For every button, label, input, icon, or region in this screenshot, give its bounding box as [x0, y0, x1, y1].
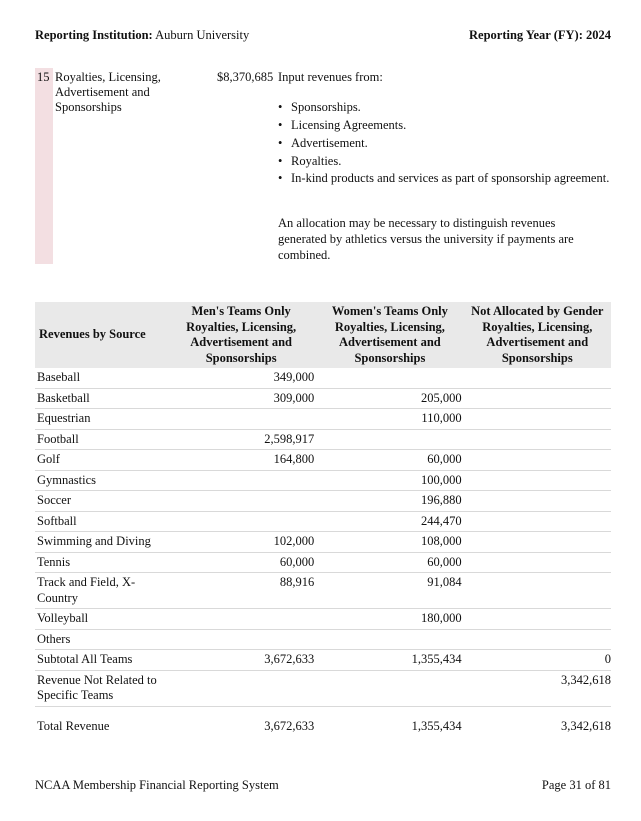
cell-men: 3,672,633: [166, 650, 316, 671]
cell-not-allocated: 0: [464, 650, 611, 671]
cell-women: [316, 629, 463, 650]
cell-men: [166, 670, 316, 706]
cell-men: 88,916: [166, 573, 316, 609]
cell-women: 196,880: [316, 491, 463, 512]
cell-not-allocated: [464, 491, 611, 512]
table-row-total: [35, 706, 611, 736]
table-row: [35, 491, 611, 512]
row-source: Equestrian: [35, 409, 166, 430]
table-row: [35, 450, 611, 471]
table-row: [35, 609, 611, 630]
list-item: • Sponsorships.: [291, 98, 623, 116]
cell-men: [166, 491, 316, 512]
cell-not-allocated: [464, 470, 611, 491]
row-source: Total Revenue: [37, 718, 110, 733]
cell-women: [316, 429, 463, 450]
table-row: [35, 368, 611, 388]
table-body: [35, 368, 611, 736]
cell-not-allocated: [464, 609, 611, 630]
list-item: • In-kind products and services as part of sponsorship agreement.: [291, 170, 623, 186]
footer-system: NCAA Membership Financial Reporting System: [35, 778, 279, 792]
row-source: Basketball: [35, 388, 166, 409]
cell-men: [166, 511, 316, 532]
table-row: [35, 429, 611, 450]
table-row: [35, 629, 611, 650]
table-header-row: [35, 302, 611, 368]
institution-label: Reporting Institution:: [35, 28, 153, 42]
cell-women: 91,084: [316, 573, 463, 609]
row-source: Baseball: [35, 368, 166, 388]
row-source: Tennis: [35, 552, 166, 573]
column-header-not-allocated: Not Allocated by Gender Royalties, Licensing, Advertisement and Sponsorships: [471, 304, 604, 365]
cell-men: 60,000: [166, 552, 316, 573]
row-source: Football: [35, 429, 166, 450]
table-row: [35, 409, 611, 430]
column-header-women: Women's Teams Only Royalties, Licensing, Advertisement and Sponsorships: [331, 304, 448, 365]
list-item: • Advertisement.: [291, 134, 623, 152]
cell-women: 1,355,434: [411, 718, 462, 733]
table-row: [35, 552, 611, 573]
row-source: Volleyball: [35, 609, 166, 630]
cell-women: 60,000: [316, 552, 463, 573]
cell-women: 108,000: [316, 532, 463, 553]
row-source: Gymnastics: [35, 470, 166, 491]
row-source: Swimming and Diving: [35, 532, 166, 553]
item-number-bar: [35, 68, 53, 264]
cell-not-allocated: [464, 629, 611, 650]
list-item: • Royalties.: [291, 152, 623, 170]
cell-not-allocated: 3,342,618: [561, 718, 611, 733]
table-row: [35, 470, 611, 491]
cell-men: 2,598,917: [166, 429, 316, 450]
table-row: [35, 532, 611, 553]
cell-not-allocated: 3,342,618: [464, 670, 611, 706]
column-header-men: Men's Teams Only Royalties, Licensing, Advertisement and Sponsorships: [186, 304, 297, 365]
cell-not-allocated: [464, 511, 611, 532]
reporting-institution: [35, 28, 249, 43]
item-bullet-list: [278, 98, 623, 186]
item-label: Royalties, Licensing, Advertisement and Sponsorships: [55, 70, 161, 114]
cell-men: [166, 609, 316, 630]
table-row: [35, 388, 611, 409]
revenue-table: [35, 302, 611, 736]
cell-men: [166, 629, 316, 650]
table-row: [35, 670, 611, 706]
cell-women: 100,000: [316, 470, 463, 491]
row-source: Soccer: [35, 491, 166, 512]
cell-women: 60,000: [316, 450, 463, 471]
page-footer: [35, 778, 611, 796]
row-source: Golf: [35, 450, 166, 471]
cell-women: 244,470: [316, 511, 463, 532]
list-item: • Licensing Agreements.: [291, 116, 623, 134]
cell-women: 205,000: [316, 388, 463, 409]
year-label: Reporting Year (FY):: [469, 28, 583, 42]
cell-men: 309,000: [166, 388, 316, 409]
row-source: Subtotal All Teams: [35, 650, 166, 671]
table-row: [35, 573, 611, 609]
item-intro: Input revenues from:: [278, 70, 383, 84]
cell-not-allocated: [464, 368, 611, 388]
row-source: Others: [35, 629, 166, 650]
row-source: Revenue Not Related to Specific Teams: [35, 670, 166, 706]
table-row: [35, 650, 611, 671]
cell-not-allocated: [464, 409, 611, 430]
cell-women: 180,000: [316, 609, 463, 630]
cell-men: 3,672,633: [264, 718, 315, 733]
row-source: Softball: [35, 511, 166, 532]
column-header-source: Revenues by Source: [39, 327, 146, 342]
cell-women: 110,000: [316, 409, 463, 430]
cell-men: 102,000: [166, 532, 316, 553]
cell-not-allocated: [464, 552, 611, 573]
cell-men: 164,800: [166, 450, 316, 471]
cell-women: [316, 368, 463, 388]
cell-men: [166, 409, 316, 430]
reporting-year: [469, 28, 611, 43]
cell-men: 349,000: [166, 368, 316, 388]
item-note: An allocation may be necessary to distinguish revenues generated by athletics versus the university if payments are combined.: [278, 216, 574, 262]
cell-not-allocated: [464, 388, 611, 409]
cell-not-allocated: [464, 532, 611, 553]
row-source: Track and Field, X-Country: [35, 573, 166, 609]
item-number: 15: [37, 70, 50, 84]
item-amount: $8,370,685: [217, 70, 274, 84]
year-value: 2024: [586, 28, 611, 42]
institution-name: Auburn University: [155, 28, 250, 42]
footer-page-number: Page 31 of 81: [541, 778, 611, 792]
cell-not-allocated: [464, 573, 611, 609]
cell-not-allocated: [464, 450, 611, 471]
cell-men: [166, 470, 316, 491]
cell-not-allocated: [464, 429, 611, 450]
page-header: [35, 28, 611, 46]
cell-women: 1,355,434: [316, 650, 463, 671]
table-row: [35, 511, 611, 532]
cell-women: [316, 670, 463, 706]
